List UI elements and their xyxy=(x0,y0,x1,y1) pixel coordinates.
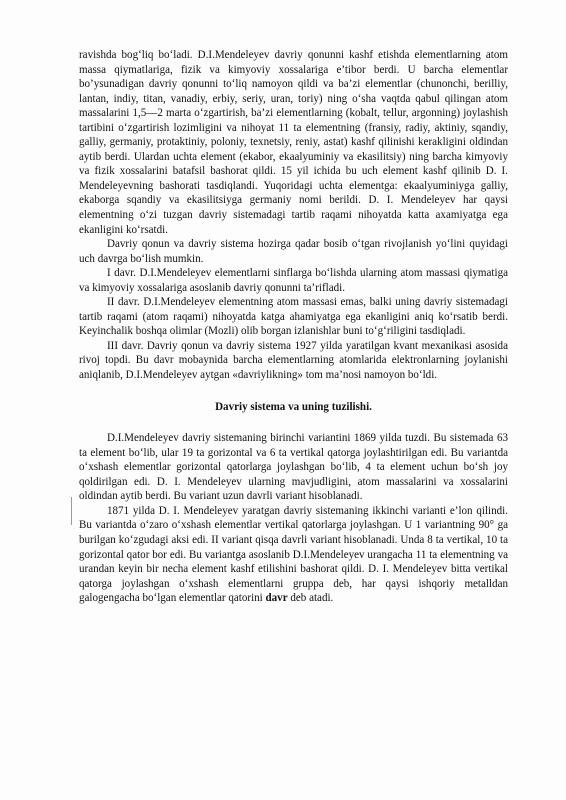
paragraph-5: III davr. Davriy qonun va davriy sistema 1927 yilda yaratilgan kvant mexanikasi asosida rivoj topdi. Bu davr mobaynida barcha elementlarning atomlarida elektronlarning joylanishi aniqlanib, D.I.Mendeleyev aytgan «davriylikning» tom ma’nosi namoyon bo‘ldi. xyxy=(79,339,508,382)
paragraph-2: Davriy qonun va davriy sistema hozirga qadar bosib o‘tgan rivojlanish yo‘lini quyidagi uch davrga bo‘lish mumkin. xyxy=(79,238,508,265)
bold-term: davr xyxy=(265,592,288,605)
paragraph-6: D.I.Mendeleyev davriy sistemaning birinchi variantini 1869 yilda tuzdi. Bu sistemada 63 ta element bo‘lib, ular 19 ta gorizontal va 6 ta vertikal qatorga joylashtirilgan edi. Bu variantda o‘xshash elementlar gorizontal qatorlarga joylashgan bo‘lib, 4 ta element uchun bo‘sh joy qoldirilgan edi. D. I. Mendeleyev ularning mavjudligini, atom massalarini va xossalarini oldindan aytib berdi. Bu variant uzun davrli variant hisoblanadi. xyxy=(79,432,508,503)
paragraph-7 xyxy=(79,504,508,606)
paragraph-1: ravishda bog‘liq bo‘ladi. D.I.Mendeleyev davriy qonunni kashf etishda elementlarning atom massa qiymatlariga, fizik va kimyoviy xossalariga e’tibor berdi. U barcha elementlar bo’ysunadigan davriy qonunni to‘liq namoyon qildi va ba’zi elementlar (chunonchi, berilliy, lantan, indiy, titan, vanadiy, erbiy, seriy, uran, toriy) ning o‘sha vaqtda qabul qilingan atom massalarini 1,5—2 marta o‘zgartirish, ba’zi elementlarning (kobalt, tellur, argonning) joylashish tartibini o‘zgartirish lozimligini va nihoyat 11 ta elementning (fransiy, radiy, aktiniy, sqandiy, galliy, germaniy, protaktiniy, poloniy, texnetsiy, reniy, astat) kashf qilinishi kerakligini oldindan aytib berdi. Ulardan uchta element (ekabor, ekaalyuminiy va ekasilitsiy) ning barcha kimyoviy va fizik xossalarini batafsil bashorat qildi. 15 yil ichida bu uch element kashf qilinib D. I. Mendeleyevning bashorati tasdiqlandi. Yuqoridagi uchta elementga: ekaalyuminiyga galliy, ekaborga sqandiy va ekasilitsiyga germaniy nomi berildi. D. I. Mendeleyev har qaysi elementning o‘zi tuzgan davriy sistemadagi tartib raqami nihoyatda katta axamiyatga ega ekanligini ko‘rsatdi. xyxy=(79,49,508,236)
paragraph-7-text: 1871 yilda D. I. Mendeleyev yaratgan davriy sistemaning ikkinchi varianti e’lon qilindi. Bu variantda o‘zaro o‘xshash elementlar vertikal qatorlarga joylashgan. U 1 variantning 90° ga burilgan ko‘zgudagi aksi edi. II variant qisqa davrli variant hisoblanadi. Unda 8 ta vertikal, 10 ta gorizontal qator bor edi. Bu variantga asoslanib D.I.Mendeleyev urangacha 11 ta elementning va urandan keyin bir necha element kashf etilishini bashorat qildi. D. I. Mendeleyev bitta vertikal qatorga joylashgan o‘xshash elementlarni gruppa deb, har qaysi ishqoriy metalldan galogengacha bo‘lgan elementlar qatorini xyxy=(79,504,508,605)
paragraph-3: I davr. D.I.Mendeleyev elementlarni sinflarga bo‘lishda ularning atom massasi qiymatiga va kimyoviy xossalariga asoslanib davriy qonunni ta’rifladi. xyxy=(79,267,508,294)
document-body xyxy=(79,48,508,606)
paragraph-7-tail: deb atadi. xyxy=(287,592,334,605)
margin-line xyxy=(71,497,72,525)
paragraph-4: II davr. D.I.Mendeleyev elementning atom massasi emas, balki uning davriy sistemadagi tartib raqami (atom raqami) nihoyatda katga ahamiyatga ega ekanligini aniq ko‘rsatib berdi. Keyinchalik boshqa olimlar (Mozli) olib borgan izlanishlar buni to‘g‘riligini tasdiqladi. xyxy=(79,296,508,338)
section-heading: Davriy sistema va uning tuzilishi. xyxy=(215,400,372,413)
